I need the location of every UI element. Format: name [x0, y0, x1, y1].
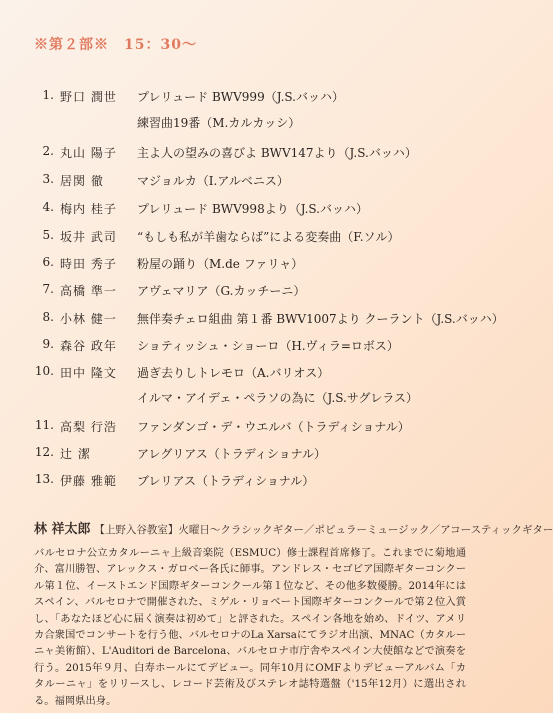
program-row — [0, 144, 499, 164]
program-row — [0, 310, 504, 330]
piece-title: 練習曲19番（M.カルカッシ） — [137, 116, 301, 130]
program-row — [0, 114, 499, 134]
piece-title: ショティッシュ・ショーロ（H.ヴィラ=ロボス） — [137, 339, 399, 353]
program-number: 4. — [42, 200, 54, 214]
program-row — [0, 200, 499, 220]
program-row — [0, 472, 499, 492]
performer-name: 野口 潤世 — [60, 90, 117, 104]
piece-title: 粉屋の踊り（M.de ファリャ） — [137, 257, 304, 271]
bio-header — [34, 518, 553, 537]
piece-title: ファンダンゴ・デ・ウエルバ（トラディショナル） — [137, 420, 410, 434]
program-number: 1. — [42, 88, 54, 102]
program-number: 5. — [42, 228, 54, 242]
piece-title: 過ぎ去りしトレモロ（A.バリオス） — [137, 366, 330, 380]
performer-bio — [34, 518, 553, 709]
program-number: 11. — [34, 418, 54, 432]
piece-title: アレグリアス（トラディショナル） — [137, 447, 327, 461]
program-number: 9. — [42, 337, 54, 351]
program-row — [0, 88, 499, 108]
performer-name: 辻 潔 — [60, 447, 91, 461]
program-number: 10. — [34, 364, 54, 378]
section-header: ※第２部※ 15：30〜 — [34, 37, 197, 53]
program-number: 3. — [42, 172, 54, 186]
program-row — [0, 337, 499, 357]
performer-name: 高梨 行浩 — [60, 420, 117, 434]
program-row — [0, 445, 499, 465]
piece-title: “もしも私が羊歯ならば”による変奏曲（F.ソル） — [137, 230, 400, 244]
performer-name: 森谷 政年 — [60, 339, 117, 353]
program-row — [0, 228, 499, 248]
bio-text: バルセロナ公立カタルーニャ上級音楽院（ESMUC）修士課程首席修了。これまでに菊地通介、富川勝智、アレックス・ガロベー各氏に師事。アンドレス・セゴビア国際ギターコンクール第１位、イーストエンド国際ギターコンクール第１位など、その他多数優勝。2014年にはスペイン、バルセロナで開催された、ミゲル・リョベート国際ギターコンクールで第２位入賞し、「あなたほど心に届く演奏は初めて」と評された。スペイン各地を始め、ドイツ、アメリカ合衆国でコンサートを行う他、バルセロナのLa Xarsaにてラジオ出演、MNAC（カタルーニャ美術館）、L'Auditori de Barcelona、バルセロナ市庁舎やスペイン大使館などで演奏を行う。2015年９月、白寿ホールにてデビュー。同年10月にOMFよりデビューアルバム「カタルーニャ」をリリースし、レコード芸術及びステレオ誌特選盤（'15年12月）に選出される。福岡県出身。 — [34, 547, 466, 707]
piece-title: ブレリアス（トラディショナル） — [137, 474, 315, 488]
piece-title: アヴェマリア（G.カッチーニ） — [137, 284, 306, 298]
piece-title: プレリュード BWV998より（J.S.バッハ） — [137, 202, 368, 216]
piece-title: 無伴奏チェロ組曲 第１番 BWV1007より クーラント（J.S.バッハ） — [137, 312, 504, 326]
piece-title: マジョルカ（I.アルベニス） — [137, 174, 289, 188]
performer-name: 坂井 武司 — [60, 230, 117, 244]
performer-name: 居関 徹 — [60, 174, 104, 188]
performer-name: 伊藤 雅範 — [60, 474, 117, 488]
program-number: 13. — [34, 472, 54, 486]
piece-title: イルマ・アイデェ・ペラソの為に（J.S.サグレラス） — [137, 391, 419, 405]
performer-name: 時田 秀子 — [60, 257, 117, 271]
program-number: 2. — [42, 144, 54, 158]
program-number: 8. — [42, 310, 54, 324]
piece-title: 主よ人の望みの喜びよ BWV147より（J.S.バッハ） — [137, 146, 417, 160]
program-number: 12. — [34, 445, 54, 459]
performer-name: 梅内 桂子 — [60, 202, 117, 216]
program-number: 7. — [42, 282, 54, 296]
program-row — [0, 172, 499, 192]
bio-affiliation: 【上野入谷教室】火曜日〜クラシックギター／ポピュラーミュージック／アコースティックギター — [94, 524, 553, 536]
program-number: 6. — [42, 255, 54, 269]
program-row — [0, 255, 499, 275]
performer-name: 丸山 陽子 — [60, 146, 117, 160]
program-row — [0, 364, 499, 384]
performer-name: 高橋 準一 — [60, 284, 117, 298]
program-row — [0, 389, 499, 409]
performer-name: 小林 健一 — [60, 312, 117, 326]
program-row — [0, 282, 499, 302]
program-row — [0, 418, 499, 438]
bio-name: 林 祥太郎 — [34, 522, 91, 537]
performer-name: 田中 隆文 — [60, 366, 117, 380]
piece-title: プレリュード BWV999（J.S.バッハ） — [137, 90, 344, 104]
